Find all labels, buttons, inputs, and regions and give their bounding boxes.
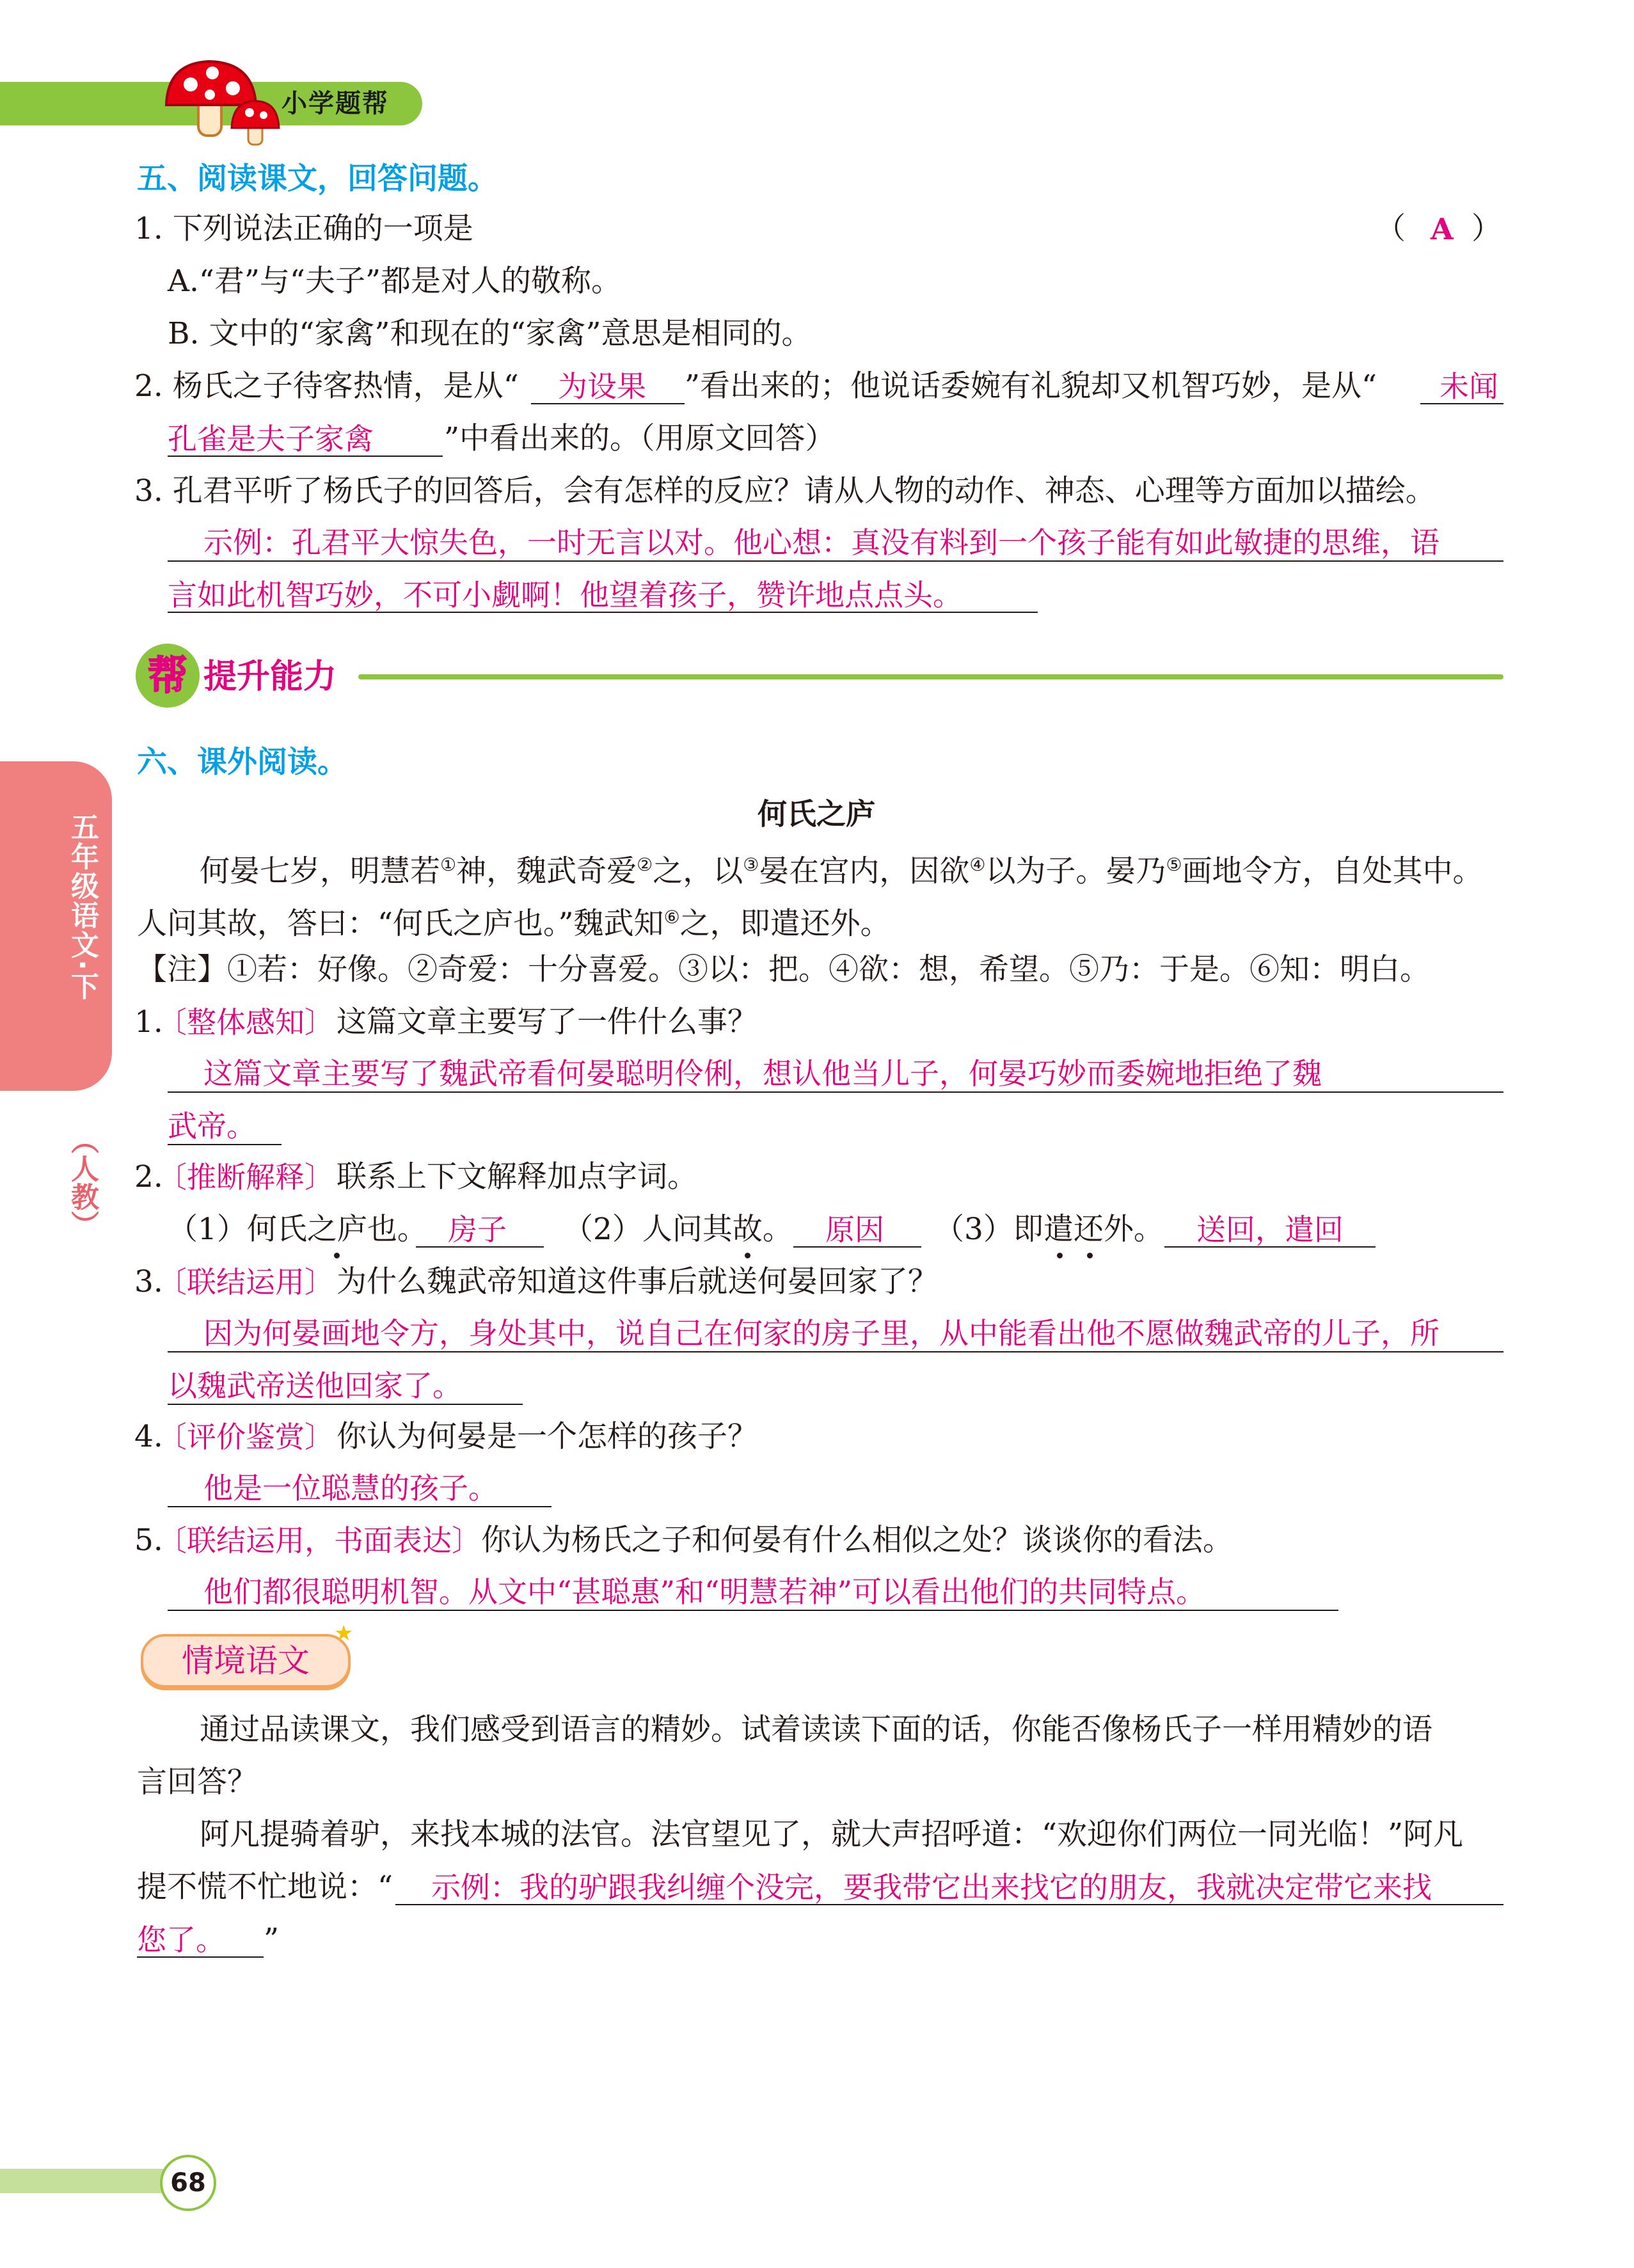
s6-q5-num: 5.	[134, 1523, 163, 1558]
s6-q3-stem: 为什么魏武帝知道这件事后就送何晏回家了？	[337, 1264, 938, 1299]
passage-note: 【注】①若：好像。②奇爱：十分喜爱。③以：把。④欲：想，希望。⑤乃：于是。⑥知：明白。	[137, 952, 1430, 987]
s5-q2-answer2b[interactable]: 孔雀是夫子家禽	[168, 422, 374, 456]
context-intro-line1: 通过品读课文，我们感受到语言的精妙。试着读读下面的话，你能否像杨氏子一样用精妙的语	[200, 1712, 1432, 1747]
s6-q2-answer3[interactable]: 送回，遣回	[1196, 1212, 1344, 1247]
s6-q2-item2: （2）人问其故。	[563, 1212, 793, 1247]
s6-q5-stem: 你认为杨氏之子和何晏有什么相似之处？谈谈你的看法。	[481, 1523, 1233, 1558]
s5-q3-answer-line2[interactable]: 言如此机智巧妙，不可小觑啊！他望着孩子，赞许地点点头。	[168, 578, 962, 612]
s5-q1-stem: 1. 下列说法正确的一项是	[134, 211, 473, 246]
context-answer-line2[interactable]: 您了。	[137, 1923, 225, 1957]
s5-q1-option-a: A.“君”与“夫子”都是对人的敬称。	[168, 264, 621, 299]
passage-line1: 何晏七岁，明慧若①神，魏武奇爱②之，以③晏在宫内，因欲④以为子。晏乃⑤画地令方，自处其中。	[200, 853, 1483, 889]
context-story-line1: 阿凡提骑着驴，来找本城的法官。法官望见了，就大声招呼道：“欢迎你们两位一同光临！”阿凡	[200, 1817, 1464, 1852]
s6-q3-num: 3.	[134, 1264, 163, 1299]
side-tab-label: 五年级语文·下	[66, 813, 99, 1001]
s5-q3-answer-line1[interactable]: 示例：孔君平大惊失色，一时无言以对。他心想：真没有料到一个孩子能有如此敏捷的思维，语	[203, 525, 1440, 560]
s6-q5-tag: 〔联结运用，书面表达〕	[157, 1523, 481, 1558]
s5-q1-option-b: B. 文中的“家禽”和现在的“家禽”意思是相同的。	[168, 316, 812, 351]
star-icon: ★	[334, 1621, 354, 1646]
s6-q2-num: 2.	[134, 1159, 163, 1194]
s5-q2-answer2a[interactable]: 未闻	[1440, 369, 1498, 404]
brand-title: 小学题帮	[282, 89, 389, 118]
s6-q1-tag: 〔整体感知〕	[157, 1005, 334, 1040]
page-number: 68	[170, 2168, 206, 2198]
s6-q2-answer1[interactable]: 房子	[448, 1212, 507, 1247]
s6-q4-tag: 〔评价鉴赏〕	[157, 1420, 334, 1454]
s5-q3-stem: 3. 孔君平听了杨氏子的回答后，会有怎样的反应？请从人物的动作、神态、心理等方面加以描绘。	[134, 473, 1436, 509]
s6-q4-num: 4.	[134, 1419, 163, 1454]
s6-q3-answer-line2[interactable]: 以魏武帝送他回家了。	[168, 1368, 462, 1403]
passage-line2: 人问其故，答曰：“何氏之庐也。”魏武知⑥之，即遣还外。	[137, 906, 891, 942]
s6-q2-item3: （3）即遣还外。	[934, 1212, 1164, 1247]
s6-q3-answer-line1[interactable]: 因为何晏画地令方，身处其中，说自己在何家的房子里，从中能看出他不愿做魏武帝的儿子，所	[203, 1316, 1440, 1351]
edition-label: （人教）	[66, 1126, 99, 1239]
s6-q1-stem: 这篇文章主要写了一件什么事？	[337, 1004, 758, 1040]
s6-q1-answer-line2[interactable]: 武帝。	[168, 1109, 256, 1143]
s6-q4-stem: 你认为何晏是一个怎样的孩子？	[337, 1419, 758, 1454]
emphasis-dot	[1087, 1253, 1093, 1258]
s5-q2-part2: ”看出来的；他说话委婉有礼貌却又机智巧妙，是从“	[685, 369, 1377, 404]
s5-q2-answer1[interactable]: 为设果	[558, 369, 646, 404]
emphasis-dot	[1057, 1253, 1063, 1258]
context-intro-line2: 言回答？	[137, 1764, 257, 1800]
s6-q3-tag: 〔联结运用〕	[157, 1265, 334, 1299]
s6-q2-answer2[interactable]: 原因	[825, 1212, 884, 1247]
s5-q1-paren-left: （	[1376, 211, 1406, 246]
banner-line	[358, 674, 1503, 679]
s5-q2-part1: 2. 杨氏之子待客热情，是从“	[134, 369, 519, 404]
mushroom-icon	[160, 59, 282, 148]
context-close-quote: ”	[264, 1922, 280, 1957]
s5-q1-paren-right: ）	[1471, 211, 1502, 246]
section5-title: 五、阅读课文，回答问题。	[137, 161, 498, 196]
context-story-line2: 提不慌不忙地说：“	[137, 1869, 393, 1905]
s5-q2-part3: ”中看出来的。（用原文回答）	[444, 421, 836, 456]
banner-badge-text: 帮	[147, 652, 187, 699]
s6-q2-item1: （1）何氏之庐也。	[168, 1212, 427, 1247]
s5-q1-answer[interactable]: A	[1431, 212, 1454, 246]
s6-q4-answer[interactable]: 他是一位聪慧的孩子。	[203, 1471, 498, 1505]
context-answer-line1[interactable]: 示例：我的驴跟我纠缠个没完，要我带它出来找它的朋友，我就决定带它来找	[431, 1870, 1432, 1905]
s6-q5-answer[interactable]: 他们都很聪明机智。从文中“甚聪惠”和“明慧若神”可以看出他们的共同特点。	[203, 1574, 1206, 1609]
article-title: 何氏之庐	[758, 797, 875, 831]
s6-q2-stem: 联系上下文解释加点字词。	[337, 1159, 697, 1194]
context-label: 情境语文	[182, 1642, 310, 1679]
s6-q2-tag: 〔推断解释〕	[157, 1160, 334, 1194]
section6-title: 六、课外阅读。	[137, 745, 347, 780]
s6-q1-answer-line1[interactable]: 这篇文章主要写了魏武帝看何晏聪明伶俐，想认他当儿子，何晏巧妙而委婉地拒绝了魏	[203, 1056, 1322, 1091]
banner-title: 提升能力	[203, 658, 337, 696]
s6-q1-num: 1.	[134, 1004, 163, 1040]
